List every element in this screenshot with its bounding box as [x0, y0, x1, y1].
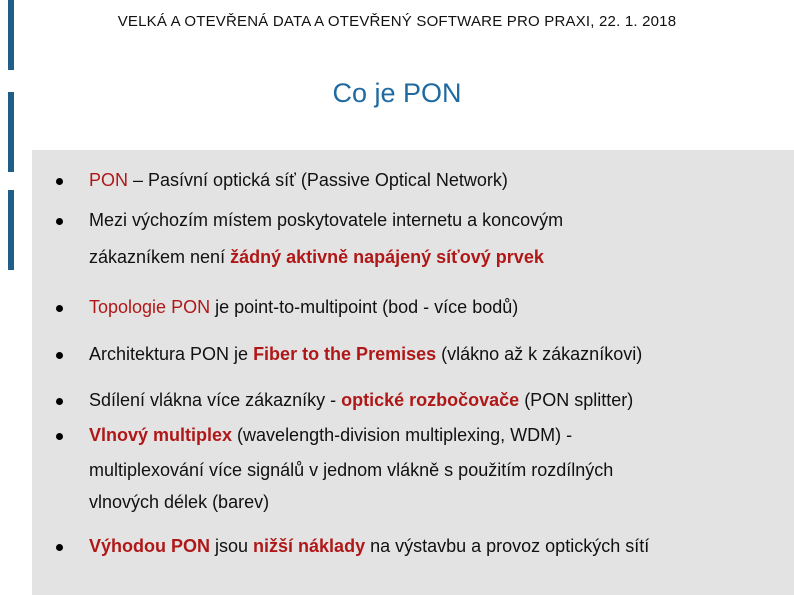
highlighted-text: Fiber to the Premises: [253, 344, 437, 364]
bullet-text: Architektura PON je: [89, 344, 254, 364]
bullet-text: jsou: [210, 536, 254, 556]
bullet-line: [56, 210, 563, 231]
bullet-continuation-line: [56, 492, 269, 513]
bullet-text: (wavelength-division multiplexing, WDM) -: [232, 425, 573, 445]
bullet-text: vlnových délek (barev): [89, 492, 270, 512]
highlighted-text: nižší náklady: [253, 536, 366, 556]
bullet-line: [56, 425, 572, 446]
bullet-text: multiplexování více signálů v jednom vlákně s použitím rozdílných: [89, 460, 614, 480]
bullet-line: [56, 170, 508, 191]
bullet-line: [56, 536, 649, 557]
bullet-dot-icon: [56, 178, 63, 185]
bullet-text: je point-to-multipoint (bod - více bodů): [210, 297, 519, 317]
bullet-dot-icon: [56, 218, 63, 225]
bullet-text: na výstavbu a provoz optických sítí: [365, 536, 650, 556]
highlighted-text: Topologie PON: [89, 297, 211, 317]
slide-title: Co je PON: [332, 78, 462, 108]
bullet-text: Sdílení vlákna více zákazníky -: [89, 390, 342, 410]
bullet-text: – Pasívní optická síť (Passive Optical Network): [128, 170, 508, 190]
bullet-text: (PON splitter): [519, 390, 634, 410]
bullet-text: zákazníkem není: [89, 247, 231, 267]
highlighted-text: žádný aktivně napájený síťový prvek: [230, 247, 544, 267]
highlighted-text: PON: [89, 170, 129, 190]
bullet-continuation-line: [56, 460, 613, 481]
accent-bar: [8, 190, 14, 270]
bullet-dot-icon: [56, 433, 63, 440]
highlighted-text: Výhodou PON: [89, 536, 210, 556]
bullet-dot-icon: [56, 352, 63, 359]
bullet-text: (vlákno až k zákazníkovi): [436, 344, 643, 364]
highlighted-text: optické rozbočovače: [341, 390, 520, 410]
bullet-continuation-line: [56, 247, 544, 268]
bullet-text: Mezi výchozím místem poskytovatele internetu a koncovým: [89, 210, 564, 230]
bullet-line: [56, 344, 642, 365]
accent-bar: [8, 0, 14, 70]
bullet-dot-icon: [56, 305, 63, 312]
slide-header: VELKÁ A OTEVŘENÁ DATA A OTEVŘENÝ SOFTWARE PRO PRAXI, 22. 1. 2018: [117, 13, 677, 30]
highlighted-text: Vlnový multiplex: [89, 425, 233, 445]
bullet-dot-icon: [56, 398, 63, 405]
bullet-line: [56, 297, 518, 318]
bullet-dot-icon: [56, 544, 63, 551]
bullet-line: [56, 390, 633, 411]
